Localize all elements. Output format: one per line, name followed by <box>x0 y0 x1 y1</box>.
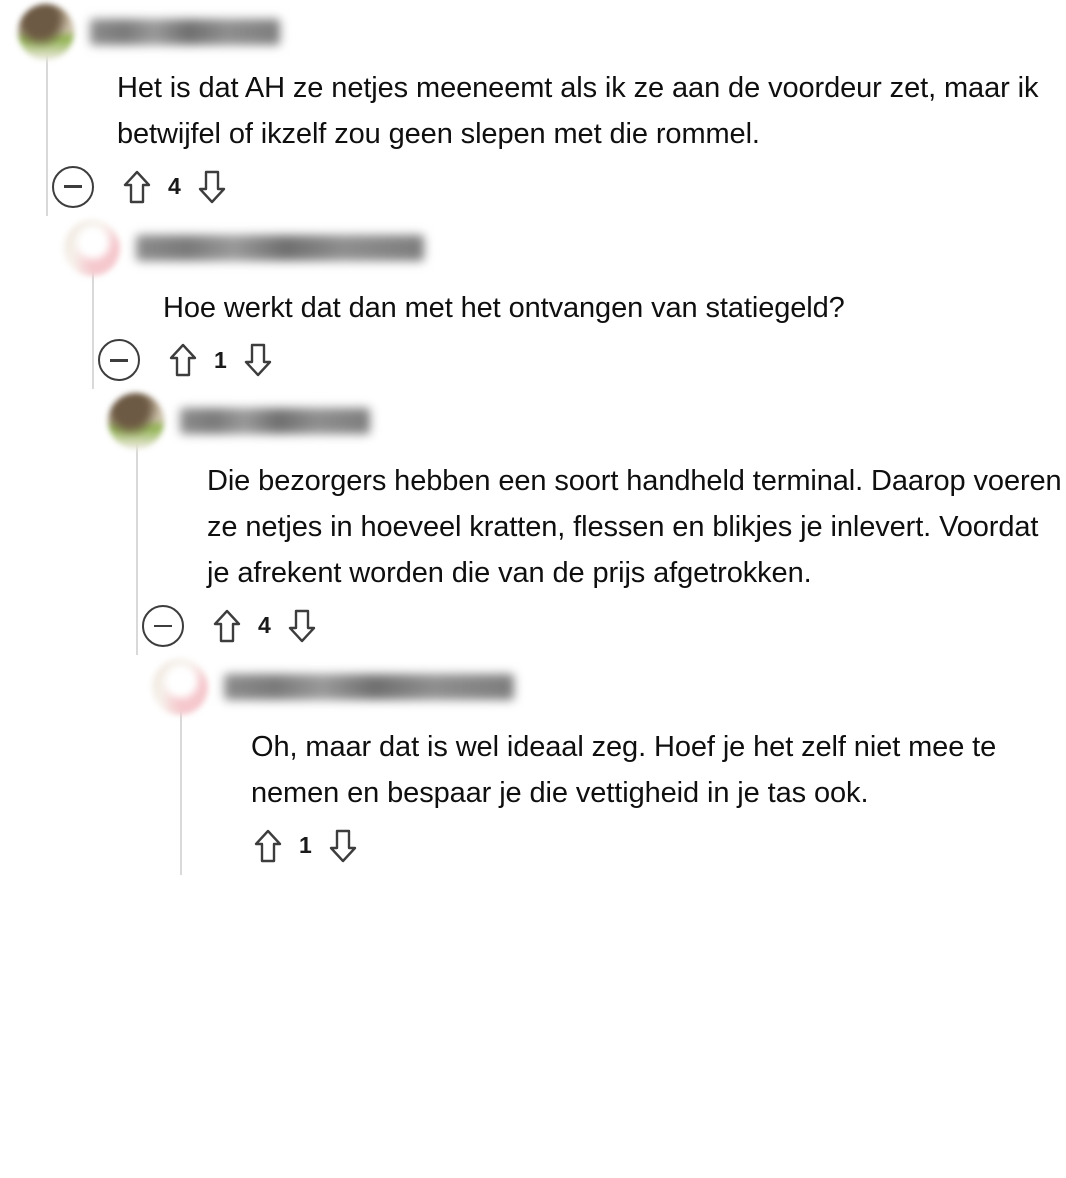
vote-score: 4 <box>258 612 271 639</box>
comment-actions <box>52 158 1066 216</box>
comment-body: Het is dat AH ze netjes meeneemt als ik ze aan de voordeur zet, maar ik betwijfel of ikzelf zou geen slepen met die rommel. <box>117 72 1039 150</box>
avatar[interactable] <box>108 393 164 449</box>
comment-body: Die bezorgers hebben een soort handheld terminal. Daarop voeren ze netjes in hoeveel kratten, flessen en blikjes je inlevert. Voordat je afrekent worden die van de prijs afgetrokken. <box>207 465 1062 590</box>
downvote-arrow-icon[interactable] <box>326 828 360 864</box>
comment-author[interactable] <box>180 408 370 434</box>
comment-header <box>18 0 1066 64</box>
downvote-arrow-icon[interactable] <box>195 169 229 205</box>
comment-author[interactable] <box>136 235 424 261</box>
downvote-arrow-icon[interactable] <box>241 342 275 378</box>
downvote-arrow-icon[interactable] <box>285 608 319 644</box>
comment-actions <box>98 331 1066 389</box>
thread-collapse-line[interactable] <box>136 423 138 654</box>
viewport-bottom-edge <box>0 1172 1066 1178</box>
comment-header <box>64 216 1066 280</box>
comment-item <box>0 655 1066 875</box>
comment-header <box>108 389 1066 453</box>
comment-item <box>0 389 1066 654</box>
comment-body: Oh, maar dat is wel ideaal zeg. Hoef je het zelf niet mee te nemen en bespaar je die vettigheid in je tas ook. <box>251 730 997 809</box>
upvote-arrow-icon[interactable] <box>210 608 244 644</box>
minus-circle-icon[interactable] <box>98 339 140 381</box>
comment-item <box>0 0 1066 216</box>
comment-author[interactable] <box>90 19 280 45</box>
vote-score: 4 <box>168 173 181 200</box>
vote-group <box>251 828 360 864</box>
upvote-arrow-icon[interactable] <box>120 169 154 205</box>
avatar[interactable] <box>18 4 74 60</box>
comment-header <box>152 655 1066 719</box>
minus-circle-icon[interactable] <box>142 605 184 647</box>
avatar[interactable] <box>64 220 120 276</box>
upvote-arrow-icon[interactable] <box>251 828 285 864</box>
vote-group <box>210 608 319 644</box>
upvote-arrow-icon[interactable] <box>166 342 200 378</box>
vote-score: 1 <box>299 832 312 858</box>
vote-score: 1 <box>214 346 227 373</box>
minus-circle-icon[interactable] <box>52 166 94 208</box>
comment-actions <box>142 597 1066 655</box>
comment-actions <box>251 817 1066 875</box>
vote-group <box>166 342 275 378</box>
comment-item <box>0 216 1066 390</box>
comment-body: Hoe werkt dat dan met het ontvangen van statiegeld? <box>163 291 845 324</box>
comment-author[interactable] <box>224 674 514 700</box>
vote-group <box>120 169 229 205</box>
avatar[interactable] <box>152 659 208 715</box>
